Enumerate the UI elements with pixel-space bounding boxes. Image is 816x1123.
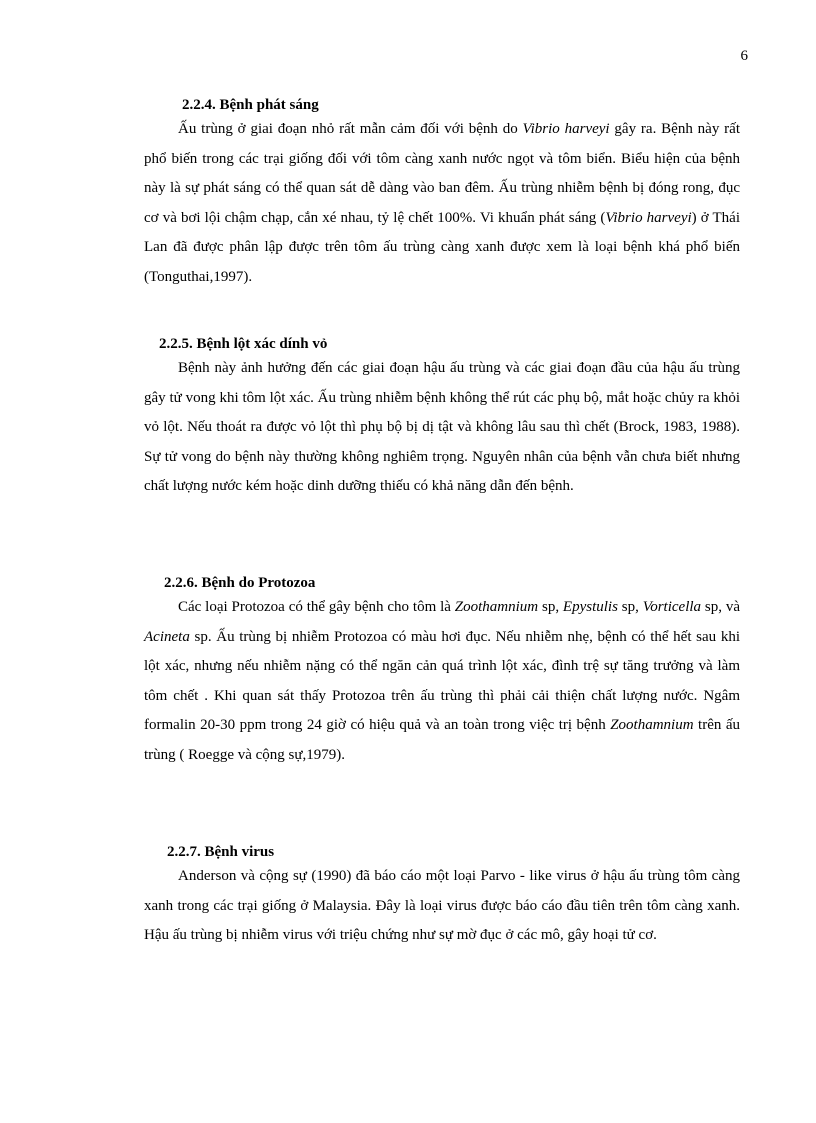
species-name: Zoothamnium [454,599,539,615]
section-2-2-5 [144,334,740,502]
section-2-2-6 [144,573,740,770]
section-heading: 2.2.5. Bệnh lột xác dính vỏ [159,336,328,352]
section-heading: 2.2.6. Bệnh do Protozoa [164,575,316,591]
page-number: 6 [740,48,748,64]
species-name: Vibrio harveyi [522,121,610,137]
species-name: Vorticella [642,599,702,615]
species-name: Acineta [144,628,190,645]
section-2-2-7 [144,842,740,951]
section-paragraph: Bệnh này ảnh hưởng đến các giai đoạn hậu ấu trùng và các giai đoạn đầu của hậu ấu trùng gây tử vong khi tôm lột xác. Ấu trùng nhiễm bệnh không thể rút các phụ bộ, mắt hoặc chủy ra khỏi vỏ lột. Nếu thoát ra được vỏ lột thì phụ bộ bị dị tật và không lâu sau thì chết (Brock, 1983, 1988). Sự tử vong do bệnh này thường không nghiêm trọng. Nguyên nhân của bệnh vẫn chưa biết nhưng chất lượng nước kém hoặc dinh dưỡng thiếu có khả năng dẫn đến bệnh. [144,360,740,494]
section-2-2-4 [144,95,740,292]
section-paragraph: Các loại Protozoa có thể gây bệnh cho tôm là Zoothamnium sp, Epystulis sp, Vorticella sp, và Acineta sp. Ấu trùng bị nhiễm Protozoa có màu hơi đục. Nếu nhiễm nhẹ, bệnh có thể hết sau khi lột xác, nhưng nếu nhiễm nặng có thể ngăn cản quá trình lột xác, đình trệ sự tăng trưởng và làm tôm chết . Khi quan sát thấy Protozoa trên ấu trùng thì phải cải thiện chất lượng nước. Ngâm formalin 20-30 ppm trong 24 giờ có hiệu quả và an toàn trong việc trị bệnh Zoothamnium trên ấu trùng ( Roegge và cộng sự,1979). [144,599,740,763]
species-name: Epystulis [562,599,618,615]
section-paragraph: Anderson và cộng sự (1990) đã báo cáo một loại Parvo - like virus ở hậu ấu trùng tôm càng xanh trong các trại giống ở Malaysia. Đây là loại virus được báo cáo đầu tiên trên tôm càng xanh. Hậu ấu trùng bị nhiễm virus với triệu chứng như sự mờ đục ở các mô, gây hoại tử cơ. [144,868,740,943]
species-name: Vibrio harveyi [605,209,692,226]
section-heading: 2.2.4. Bệnh phát sáng [182,97,319,113]
section-paragraph: Ấu trùng ở giai đoạn nhỏ rất mẫn cảm đối với bệnh do Vibrio harveyi gây ra. Bệnh này rất phổ biến trong các trại giống đối với tôm càng xanh nước ngọt và tôm biển. Biểu hiện của bệnh này là sự phát sáng có thể quan sát dễ dàng vào ban đêm. Ấu trùng nhiễm bệnh bị đóng rong, đục cơ và bơi lội chậm chạp, cắn xé nhau, tỷ lệ chết 100%. Vi khuẩn phát sáng (Vibrio harveyi) ở Thái Lan đã được phân lập được trên tôm ấu trùng càng xanh được xem là loại bệnh khá phổ biến (Tonguthai,1997). [144,121,741,285]
section-heading: 2.2.7. Bệnh virus [167,844,275,860]
species-name: Zoothamnium [610,717,694,733]
